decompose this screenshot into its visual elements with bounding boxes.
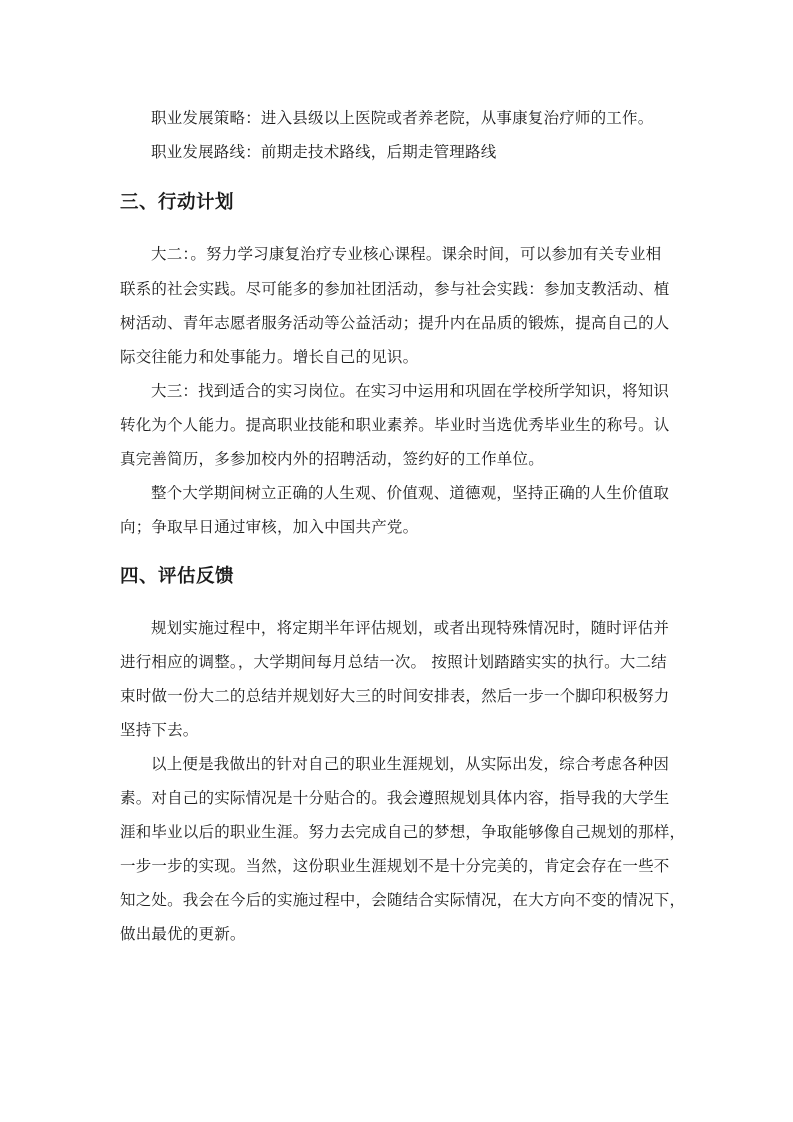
evaluation-line: 规划实施过程中，将定期半年评估规划，或者出现特殊情况时，随时评估并 <box>151 619 670 637</box>
evaluation-line: 以上便是我做出的针对自己的职业生涯规划，从实际出发，综合考虑各种因 <box>151 755 670 773</box>
career-path-paragraph: 职业发展路线：前期走技术路线，后期走管理路线 <box>151 143 497 161</box>
evaluation-heading: 四、评估反馈 <box>120 566 235 587</box>
career-strategy-paragraph: 职业发展策略：进入县级以上医院或者养老院，从事康复治疗师的工作。 <box>151 109 654 127</box>
action-plan-line: 整个大学期间树立正确的人生观、价值观、道德观，坚持正确的人生价值取 <box>151 484 670 502</box>
evaluation-line: 坚持下去。 <box>120 721 199 739</box>
evaluation-line: 涯和毕业以后的职业生涯。努力去完成自己的梦想，争取能够像自己规划的那样， <box>120 823 686 841</box>
evaluation-line: 知之处。我会在今后的实施过程中，会随结合实际情况，在大方向不变的情况下， <box>120 891 686 909</box>
action-plan-line: 联系的社会实践。尽可能多的参加社团活动，参与社会实践：参加支教活动、植 <box>120 280 670 298</box>
evaluation-line: 进行相应的调整。，大学期间每月总结一次。 按照计划踏踏实实的执行。大二结 <box>120 653 667 671</box>
evaluation-line: 一步一步的实现。当然，这份职业生涯规划不是十分完美的，肯定会存在一些不 <box>120 857 670 875</box>
action-plan-heading: 三、行动计划 <box>120 192 235 213</box>
evaluation-line: 束时做一份大二的总结并规划好大三的时间安排表，然后一步一个脚印积极努力 <box>120 687 670 705</box>
action-plan-line: 大二：。努力学习康复治疗专业核心课程。课余时间，可以参加有关专业相 <box>151 245 662 263</box>
action-plan-line: 向；争取早日通过审核，加入中国共产党。 <box>120 518 419 536</box>
action-plan-line: 际交往能力和处事能力。增长自己的见识。 <box>120 348 419 366</box>
action-plan-line: 真完善简历，多参加校内外的招聘活动，签约好的工作单位。 <box>120 450 544 468</box>
evaluation-line: 做出最优的更新。 <box>120 925 246 943</box>
action-plan-line: 大三：找到适合的实习岗位。在实习中运用和巩固在学校所学知识，将知识 <box>151 382 670 400</box>
action-plan-line: 树活动、青年志愿者服务活动等公益活动；提升内在品质的锻炼，提高自己的人 <box>120 314 670 332</box>
action-plan-line: 转化为个人能力。提高职业技能和职业素养。毕业时当选优秀毕业生的称号。认 <box>120 416 670 434</box>
evaluation-line: 素。对自己的实际情况是十分贴合的。我会遵照规划具体内容，指导我的大学生 <box>120 789 670 807</box>
